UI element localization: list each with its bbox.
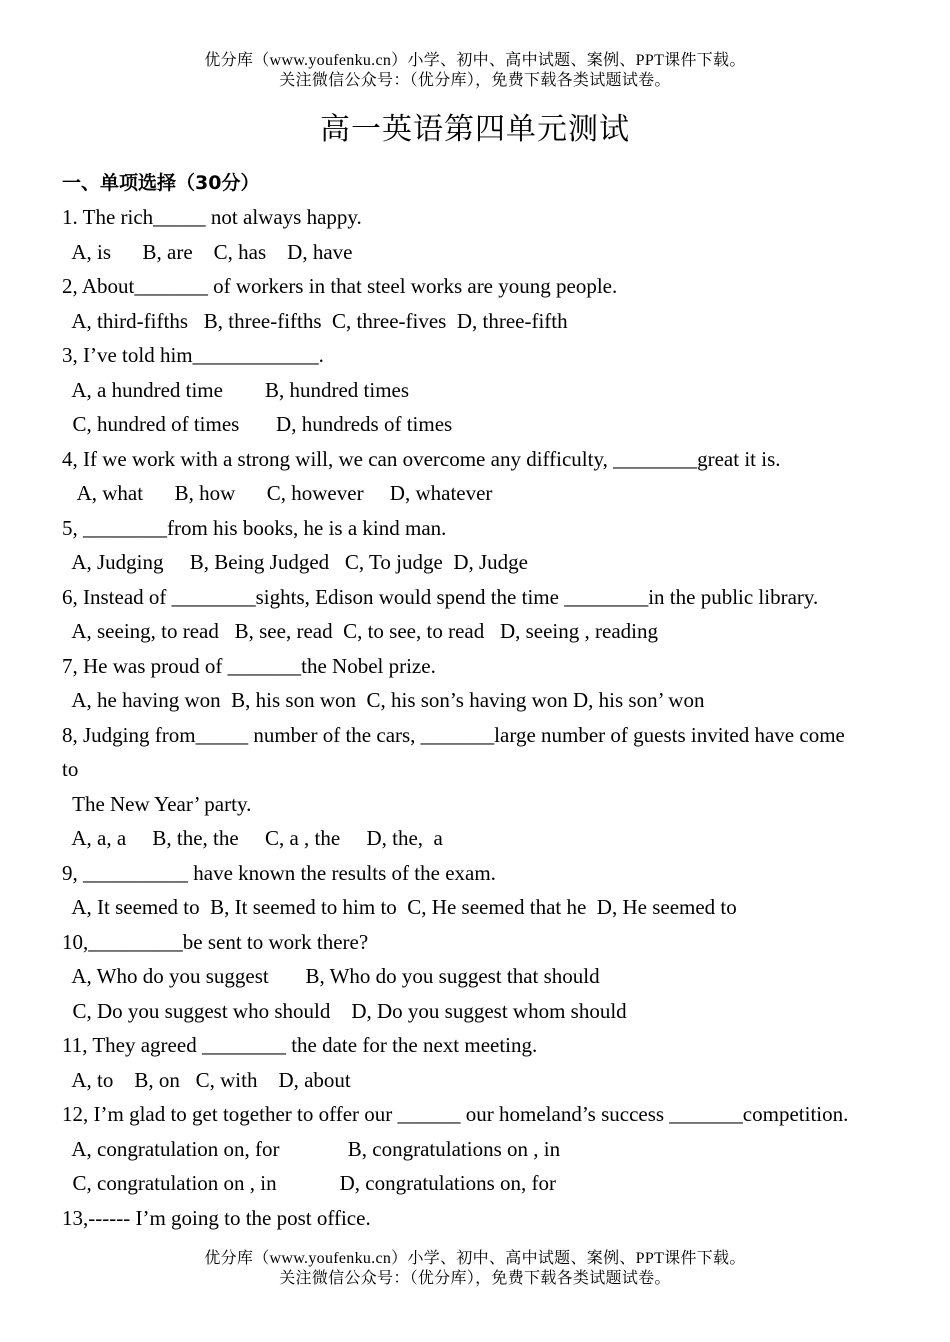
text-line: 3, I’ve told him____________. [62,343,324,367]
text-line: 1. The rich_____ not always happy. [62,205,362,229]
text-line: 6, Instead of ________sights, Edison would spend the time ________in the public library. [62,584,819,609]
text-line: 10,_________be sent to work there? [62,929,369,954]
text-line: C, congratulation on , in D, congratulations on, for [62,1171,557,1195]
text-line: to [62,757,79,781]
footer-line-1: 优分库（www.youfenku.cn）小学、初中、高中试题、案例、PPT课件下载。 [204,1250,746,1267]
text-line: A, a, a B, the, the C, a , the D, the, a [62,826,443,850]
text-line: A, to B, on C, with D, about [62,1067,351,1092]
text-line: A, a hundred time B, hundred times [62,377,410,402]
text-line: 9, __________ have known the results of the exam. [62,860,496,885]
text-line: 7, He was proud of _______the Nobel prize. [62,653,436,678]
text-line: A, congratulation on, for B, congratulations on , in [62,1136,561,1161]
section-title: 一、单项选择（30分） [62,172,260,194]
text-line: A, he having won B, his son won C, his son’s having won D, his son’ won [62,688,705,712]
text-line: 12, I’m glad to get together to offer our ______ our homeland’s success _______competition. [62,1102,849,1126]
header-watermark-bottom [0,1249,950,1289]
text-line: 8, Judging from_____ number of the cars, _______large number of guests invited have come [62,722,845,747]
text-line: 5, ________from his books, he is a kind man. [62,515,447,540]
text-line: 4, If we work with a strong will, we can overcome any difficulty, ________great it is. [62,446,781,471]
text-line: C, hundred of times D, hundreds of times [62,412,453,436]
footer-line-2: 关注微信公众号：（优分库），免费下载各类试题试卷。 [279,1270,671,1287]
text-line: A, It seemed to B, It seemed to him to C, He seemed that he D, He seemed to [62,895,737,919]
text-line: 2, About_______ of workers in that steel works are young people. [62,274,618,298]
text-line: 11, They agreed ________ the date for the next meeting. [62,1033,538,1057]
text-line: A, what B, how C, however D, whatever [62,481,493,505]
page-title: 高一英语第四单元测试 [320,113,630,146]
text-line: C, Do you suggest who should D, Do you suggest whom should [62,998,627,1023]
header-line-1: 优分库（www.youfenku.cn）小学、初中、高中试题、案例、PPT课件下载。 [204,52,746,69]
text-line: A, Who do you suggest B, Who do you suggest that should [62,964,600,988]
header-line-2: 关注微信公众号：（优分库），免费下载各类试题试卷。 [279,72,671,89]
text-line: A, third-fifths B, three-fifths C, three-fives D, three-fifth [62,308,568,333]
text-line: A, Judging B, Being Judged C, To judge D, Judge [62,550,528,574]
text-line: A, is B, are C, has D, have [62,239,353,264]
text-line: The New Year’ party. [62,791,252,816]
header-watermark-top [0,51,950,91]
text-line: 13,------ I’m going to the post office. [62,1205,371,1230]
text-line: A, seeing, to read B, see, read C, to see, to read D, seeing , reading [62,619,658,643]
